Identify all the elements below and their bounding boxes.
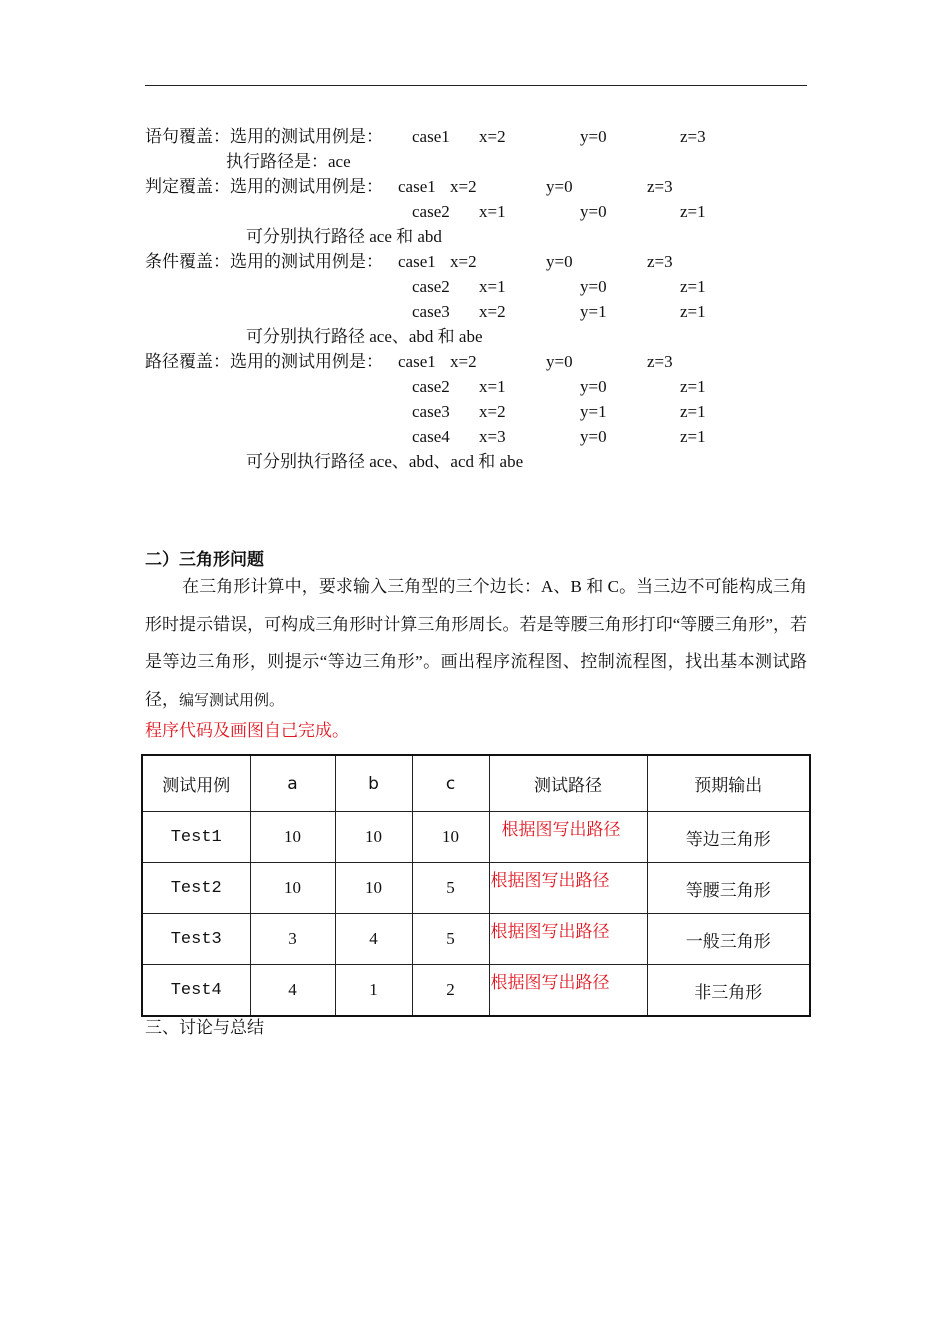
cell-id: Test4 [142,965,250,1017]
header-a: a [250,755,335,812]
case-x: x=2 [479,402,506,421]
header-c: c [412,755,489,812]
header-b: b [335,755,412,812]
case-x: x=1 [479,277,506,296]
cell-c: 5 [412,914,489,965]
cell-id: Test3 [142,914,250,965]
cell-b: 1 [335,965,412,1017]
section3-heading: 三、讨论与总结 [145,1018,264,1037]
case-x: x=3 [479,427,506,446]
cell-b: 10 [335,863,412,914]
decision-coverage-label: 判定覆盖：选用的测试用例是： [145,177,383,196]
case-y: y=0 [546,177,573,196]
case-z: z=3 [647,252,673,271]
case-y: y=0 [580,377,607,396]
case-name: case1 [398,352,436,371]
cell-output: 一般三角形 [647,914,810,965]
case-x: x=1 [479,202,506,221]
cell-a: 4 [250,965,335,1017]
case-z: z=1 [680,377,706,396]
decision-path-line: 可分别执行路径 ace 和 abd [246,227,442,246]
case-z: z=1 [680,202,706,221]
case-name: case3 [412,402,450,421]
cell-path [489,965,647,1017]
case-x: x=2 [479,302,506,321]
case-name: case3 [412,302,450,321]
case-name: case4 [412,427,450,446]
case-y: y=0 [580,427,607,446]
case-x: x=2 [450,252,477,271]
case-z: z=3 [647,352,673,371]
triangle-heading: 二）三角形问题 [145,550,264,569]
paragraph-main: 在三角形计算中，要求输入三角型的三个边长：A、B 和 C。当三边不可能构成三角形时提示错误，可构成三角形时计算三角形周长。若是等腰三角形打印“等腰三角形”，若是等边三角形，则提示“等边三角形”。画出程序流程图、控制流程图，找出基本测试路径， [145,577,807,709]
header-expected-output: 预期输出 [647,755,810,812]
case-z: z=1 [680,302,706,321]
case-x: x=2 [450,177,477,196]
test-case-table [141,754,811,1017]
case-y: y=0 [546,352,573,371]
cell-id: Test2 [142,863,250,914]
path-note: 根据图写出路径 [490,871,610,890]
table-row [142,812,810,863]
condition-path-line: 可分别执行路径 ace、abd 和 abe [246,327,483,346]
case-name: case2 [412,202,450,221]
case-x: x=2 [450,352,477,371]
cell-a: 10 [250,812,335,863]
case-y: y=1 [580,302,607,321]
cell-path [489,812,647,863]
path-path-line: 可分别执行路径 ace、abd、acd 和 abe [246,452,524,471]
header-rule [145,85,807,86]
statement-coverage-label: 语句覆盖：选用的测试用例是： [145,127,383,146]
cell-path [489,914,647,965]
paragraph-tail: 编写测试用例。 [179,692,285,709]
condition-coverage-label: 条件覆盖：选用的测试用例是： [145,252,383,271]
table-header-row [142,755,810,812]
cell-output: 等边三角形 [647,812,810,863]
cell-a: 3 [250,914,335,965]
path-note: 根据图写出路径 [490,973,610,992]
cell-b: 4 [335,914,412,965]
case-y: y=0 [580,202,607,221]
case-name: case1 [412,127,450,146]
case-z: z=1 [680,402,706,421]
cell-b: 10 [335,812,412,863]
case-z: z=1 [680,277,706,296]
table-row [142,863,810,914]
cell-c: 10 [412,812,489,863]
cell-c: 2 [412,965,489,1017]
path-coverage-label: 路径覆盖：选用的测试用例是： [145,352,383,371]
cell-c: 5 [412,863,489,914]
case-y: y=1 [580,402,607,421]
case-name: case2 [412,377,450,396]
path-note: 根据图写出路径 [501,820,621,839]
cell-output: 等腰三角形 [647,863,810,914]
case-name: case1 [398,252,436,271]
case-z: z=1 [680,427,706,446]
cell-output: 非三角形 [647,965,810,1017]
case-y: y=0 [546,252,573,271]
red-note: 程序代码及画图自己完成。 [145,721,349,740]
case-x: x=1 [479,377,506,396]
header-test-path: 测试路径 [489,755,647,812]
path-note: 根据图写出路径 [490,922,610,941]
case-y: y=0 [580,127,607,146]
header-test-case: 测试用例 [142,755,250,812]
case-name: case2 [412,277,450,296]
table-row [142,965,810,1017]
case-x: x=2 [479,127,506,146]
case-z: z=3 [647,177,673,196]
statement-path-line: 执行路径是：ace [226,152,351,171]
triangle-paragraph [145,568,807,720]
cell-id: Test1 [142,812,250,863]
case-z: z=3 [680,127,706,146]
case-y: y=0 [580,277,607,296]
table-row [142,914,810,965]
cell-a: 10 [250,863,335,914]
cell-path [489,863,647,914]
case-name: case1 [398,177,436,196]
